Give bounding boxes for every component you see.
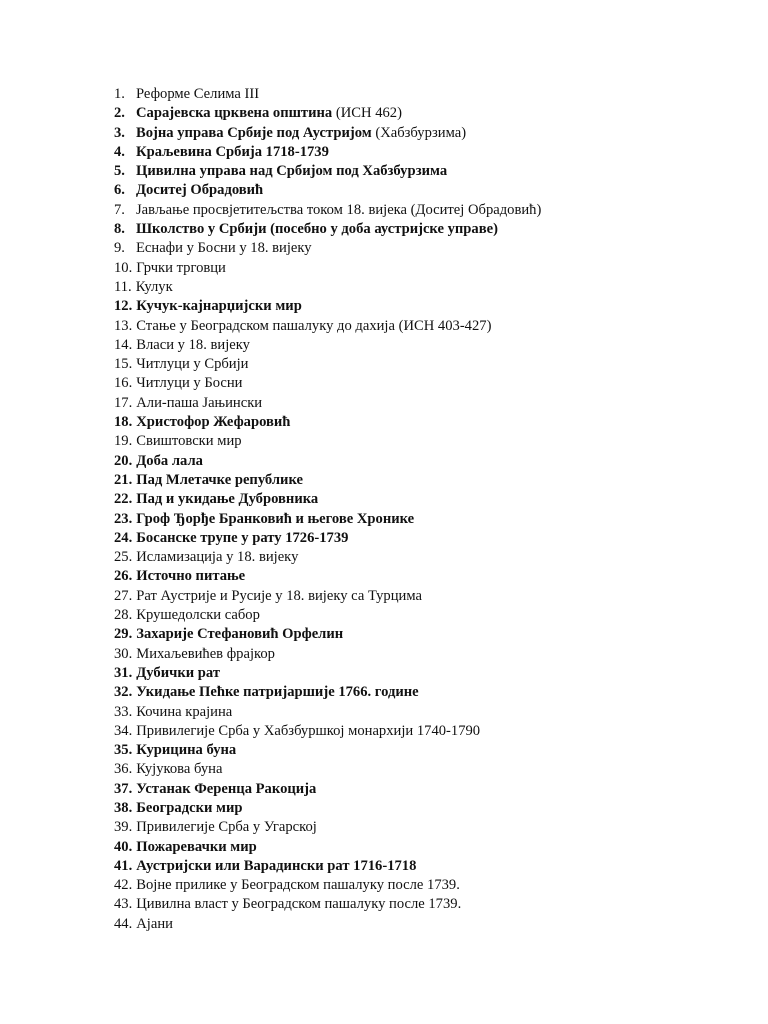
bold-text: Пад и укидање Дубровника — [136, 491, 319, 508]
list-item — [114, 124, 734, 143]
item-text — [136, 201, 541, 220]
bold-text: Пад Млетачке републике — [136, 471, 303, 488]
plain-text: Реформе Селима III — [136, 86, 260, 102]
item-text — [136, 780, 316, 799]
bold-text: Краљевина Србија 1718-1739 — [136, 143, 329, 160]
plain-text: Ајани — [136, 915, 173, 932]
item-text — [136, 336, 250, 355]
item-number: 27. — [114, 587, 133, 604]
bold-text: Захарије Стефановић Орфелин — [136, 626, 344, 643]
list-item — [114, 645, 734, 664]
item-number: 9. — [114, 240, 125, 257]
item-text — [136, 548, 298, 567]
item-text — [136, 760, 222, 779]
list-item — [114, 838, 734, 857]
item-text — [136, 143, 329, 162]
item-text — [136, 374, 242, 393]
item-text — [136, 239, 312, 258]
list-item — [114, 664, 734, 683]
item-number: 21. — [114, 471, 133, 488]
list-item — [114, 336, 734, 355]
list-item — [114, 567, 734, 586]
item-text — [136, 741, 236, 760]
item-number: 43. — [114, 896, 133, 913]
list-item — [114, 278, 734, 297]
item-number: 41. — [114, 857, 133, 874]
list-item — [114, 259, 734, 278]
list-item — [114, 355, 734, 374]
list-item — [114, 432, 734, 451]
item-text — [136, 683, 418, 702]
list-item — [114, 741, 734, 760]
plain-text: Еснафи у Босни у 18. вијеку — [136, 240, 312, 257]
item-number: 30. — [114, 645, 133, 662]
bold-text: Цивилна управа над Србијом под Хабзбурзима — [136, 163, 448, 180]
list-item — [114, 413, 734, 432]
list-item — [114, 162, 734, 181]
item-text — [136, 606, 260, 625]
item-text — [136, 124, 466, 143]
item-number: 37. — [114, 780, 133, 797]
item-text — [136, 317, 491, 336]
list-item — [114, 703, 734, 722]
list-item — [114, 510, 734, 529]
bold-text: Сарајевска црквена општина — [136, 105, 333, 122]
plain-text: Власи у 18. вијеку — [136, 336, 250, 353]
bold-text: Босанске трупе у рату 1726-1739 — [136, 529, 349, 546]
plain-text: Кулук — [135, 278, 173, 295]
item-text — [136, 857, 416, 876]
item-number: 19. — [114, 433, 133, 450]
item-number: 5. — [114, 163, 125, 180]
item-text — [136, 104, 402, 123]
list-item — [114, 606, 734, 625]
list-item — [114, 104, 734, 123]
item-number: 14. — [114, 336, 133, 353]
plain-text: Читлуци у Босни — [136, 375, 243, 392]
item-number: 29. — [114, 626, 133, 643]
list-item — [114, 780, 734, 799]
item-text — [136, 838, 257, 857]
bold-text: Кучук-кајнарџијски мир — [136, 298, 302, 315]
item-text — [136, 220, 498, 239]
item-number: 34. — [114, 722, 133, 739]
item-text — [136, 162, 447, 181]
item-number: 20. — [114, 452, 133, 469]
plain-text: Стање у Београдском пашалуку до дахија (ИСН 403-427) — [136, 317, 492, 334]
list-item — [114, 490, 734, 509]
plain-text: Читлуци у Србији — [136, 356, 249, 373]
list-item — [114, 181, 734, 200]
item-text — [136, 259, 226, 278]
item-text — [136, 645, 275, 664]
bold-text: Пожаревачки мир — [136, 838, 257, 855]
bold-text: Курицина буна — [136, 742, 237, 759]
list-item — [114, 722, 734, 741]
list-item — [114, 548, 734, 567]
item-number: 18. — [114, 414, 133, 431]
bold-text: Гроф Ђорђе Бранковић и његове Хронике — [136, 510, 415, 527]
list-item — [114, 394, 734, 413]
item-number: 22. — [114, 491, 133, 508]
bold-text: Устанак Ференца Ракоција — [136, 780, 317, 797]
list-item — [114, 471, 734, 490]
list-item — [114, 143, 734, 162]
list-item — [114, 220, 734, 239]
item-number: 24. — [114, 529, 133, 546]
item-number: 26. — [114, 568, 133, 585]
plain-text: (ИСН 462) — [332, 105, 402, 122]
item-number: 15. — [114, 356, 133, 373]
list-item — [114, 857, 734, 876]
bold-text: Дубички рат — [136, 664, 220, 681]
bold-text: Доба лала — [136, 452, 203, 469]
item-text — [136, 915, 173, 934]
plain-text: Јављање просвјетитељства током 18. вијека (Доситеј Обрадовић) — [136, 201, 542, 218]
list-item — [114, 297, 734, 316]
plain-text: Михаљевићев фрајкор — [136, 645, 275, 662]
plain-text: Војне прилике у Београдском пашалуку после 1739. — [136, 877, 460, 894]
item-text — [136, 895, 461, 914]
item-number: 1. — [114, 86, 125, 102]
item-text — [136, 876, 460, 895]
bold-text: Христофор Жефаровић — [136, 414, 291, 431]
list-item — [114, 895, 734, 914]
item-text — [136, 587, 422, 606]
item-text — [136, 625, 343, 644]
item-number: 16. — [114, 375, 133, 392]
plain-text: Али-паша Јањински — [136, 394, 263, 411]
item-number: 23. — [114, 510, 133, 527]
plain-text: Свиштовски мир — [136, 433, 242, 450]
item-number: 35. — [114, 742, 133, 759]
item-text — [136, 510, 414, 529]
item-text — [136, 490, 318, 509]
list-item — [114, 876, 734, 895]
item-number: 4. — [114, 143, 125, 160]
bold-text: Источно питање — [136, 568, 246, 585]
list-item — [114, 317, 734, 336]
plain-text: Кујукова буна — [136, 761, 223, 778]
item-text — [136, 394, 262, 413]
list-item — [114, 799, 734, 818]
item-number: 2. — [114, 105, 125, 122]
list-item — [114, 374, 734, 393]
list-item — [114, 760, 734, 779]
plain-text: Рат Аустрије и Русије у 18. вијеку са Турцима — [136, 587, 422, 604]
bold-text: Београдски мир — [136, 799, 243, 816]
list-item — [114, 625, 734, 644]
item-text — [136, 85, 259, 104]
topic-list — [114, 85, 734, 934]
item-text — [136, 355, 248, 374]
item-text — [136, 181, 263, 200]
item-text — [136, 722, 480, 741]
plain-text: Привилегије Срба у Хабзбуршкој монархији 1740-1790 — [136, 722, 481, 739]
item-number: 10. — [114, 259, 133, 276]
item-number: 31. — [114, 664, 133, 681]
item-number: 8. — [114, 221, 125, 238]
item-number: 25. — [114, 549, 133, 566]
plain-text: Цивилна власт у Београдском пашалуку после 1739. — [136, 896, 462, 913]
bold-text: Војна управа Србије под Аустријом — [136, 124, 372, 141]
list-item — [114, 587, 734, 606]
item-number: 40. — [114, 838, 133, 855]
list-item — [114, 239, 734, 258]
plain-text: (Хабзбурзима) — [371, 124, 467, 141]
item-number: 12. — [114, 298, 133, 315]
item-text — [136, 471, 303, 490]
item-number: 7. — [114, 201, 125, 218]
list-item — [114, 85, 734, 104]
item-text — [136, 567, 245, 586]
item-text — [136, 452, 203, 471]
list-item — [114, 818, 734, 837]
item-text — [136, 529, 348, 548]
item-number: 3. — [114, 124, 125, 141]
item-text — [136, 278, 173, 297]
list-item — [114, 452, 734, 471]
item-number: 42. — [114, 877, 133, 894]
item-number: 36. — [114, 761, 133, 778]
item-text — [136, 297, 302, 316]
item-number: 28. — [114, 607, 133, 624]
item-number: 33. — [114, 703, 133, 720]
item-text — [136, 664, 220, 683]
plain-text: Исламизација у 18. вијеку — [136, 549, 299, 566]
item-number: 17. — [114, 394, 133, 411]
list-item — [114, 529, 734, 548]
item-text — [136, 799, 242, 818]
plain-text: Грчки трговци — [136, 259, 226, 276]
item-number: 11. — [114, 278, 132, 295]
item-text — [136, 432, 241, 451]
list-item — [114, 683, 734, 702]
item-text — [136, 703, 232, 722]
plain-text: Привилегије Срба у Угарској — [136, 819, 317, 836]
item-text — [136, 413, 290, 432]
item-text — [136, 818, 317, 837]
item-number: 39. — [114, 819, 133, 836]
bold-text: Доситеј Обрадовић — [136, 182, 264, 199]
plain-text: Крушедолски сабор — [136, 607, 260, 624]
item-number: 6. — [114, 182, 125, 199]
item-number: 38. — [114, 799, 133, 816]
bold-text: Укидање Пећке патријаршије 1766. године — [136, 684, 419, 701]
bold-text: Аустријски или Варадински рат 1716-1718 — [136, 857, 417, 874]
bold-text: Школство у Србији (посебно у доба аустријске управе) — [136, 221, 498, 238]
list-item — [114, 915, 734, 934]
item-number: 44. — [114, 915, 133, 932]
list-item — [114, 201, 734, 220]
item-number: 32. — [114, 684, 133, 701]
item-number: 13. — [114, 317, 133, 334]
plain-text: Кочина крајина — [136, 703, 233, 720]
